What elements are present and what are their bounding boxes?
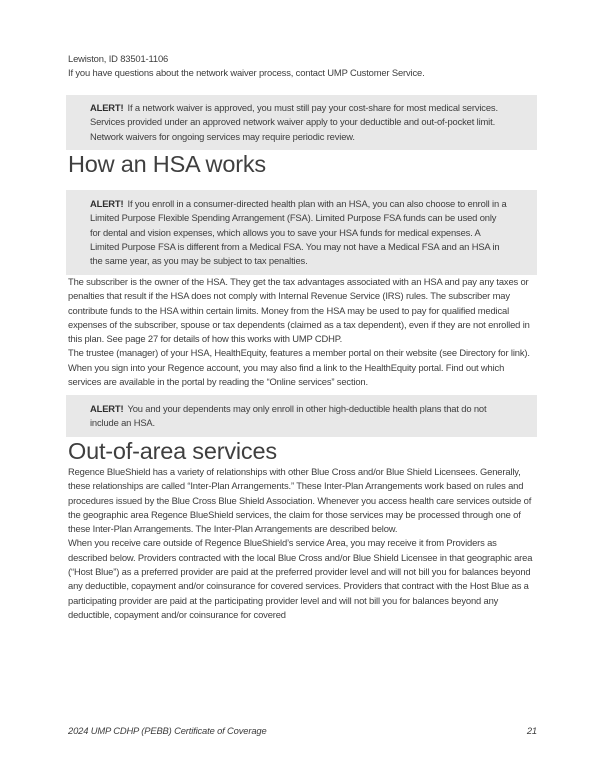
section-heading-out-of-area-services: Out-of-area services [68, 437, 277, 464]
paragraph-hsa-owner: The subscriber is the owner of the HSA. They get the tax advantages associated with an HSA and pay any taxes or penalties that result if the HSA does not comply with Internal Revenue Service (IRS) rules. The subscriber may contribute funds to the HSA within certain limits. Money from the HSA may be used to pay for qualified medical expenses of the subscriber, spouse or tax dependents (claimed as a tax dependent), even if they are not enrolled in this plan. See page 27 for details of how this works with UMP CDHP. [68, 275, 530, 345]
alert-paragraph [90, 101, 507, 144]
page-footer [68, 724, 537, 738]
alert-box-hdhp [66, 395, 537, 437]
alert-label: ALERT! [90, 402, 124, 414]
paragraph-hsa-trustee: The trustee (manager) of your HSA, HealthEquity, features a member portal on their website (see Directory for link). When you sign into your Regence account, you may also find a link to the HealthEquity portal. Find out which services are available in the portal by reading the “Online services” section. [68, 347, 530, 388]
paragraph-host-blue-providers: When you receive care outside of Regence BlueShield’s service Area, you may receive it from Providers as described below. Providers contracted with the local Blue Cross and/or Blue Shield Licensee in that geographic area (“Host Blue”) as a preferred provider are paid at the preferred provider level and will not bill you for balances beyond any deductible, copayment and/or coinsurance for covered services. Providers that contract with the Host Blue as a participating provider are paid at the participating provider level and will not bill you for balances beyond any deductible, copayment and/or coinsurance for covered [68, 537, 533, 620]
alert-text: You and your dependents may only enroll in other high-deductible health plans that do not include an HSA. [90, 402, 487, 429]
alert-box-network-waiver [66, 95, 537, 151]
paragraph-inter-plan-arrangements: Regence BlueShield has a variety of relationships with other Blue Cross and/or Blue Shield Licensees. Generally, these relationships are called “Inter-Plan Arrangements.” These Inter-Plan Arrangements work based on rules and procedures issued by the Blue Cross Blue Shield Association. Whenever you access health care services outside of the geographic area Regence BlueShield services, the claim for those services may be processed through one of these Inter-Plan Arrangements. The Inter-Plan Arrangements are described below. [68, 465, 532, 535]
alert-text: If you enroll in a consumer-directed health plan with an HSA, you can also choose to enroll in a Limited Purpose Flexible Spending Arrangement (FSA). Limited Purpose FSA funds can be used only for dental and vision expenses, which allows you to save your HSA funds for medical expenses. A Limited Purpose FSA is different from a Medical FSA. You may not have a Medical FSA and an HSA in the same year, as you may be subject to tax penalties. [90, 197, 507, 267]
section-heading-how-an-hsa-works: How an HSA works [68, 151, 266, 178]
intro-paragraph: If you have questions about the network waiver process, contact UMP Customer Service. [68, 67, 425, 79]
footer-document-title: 2024 UMP CDHP (PEBB) Certificate of Coverage [68, 725, 267, 736]
alert-box-limited-purpose-fsa [66, 190, 537, 274]
address-line: Lewiston, ID 83501-1106 [68, 53, 169, 64]
footer-page-number: 21 [526, 725, 537, 736]
alert-label: ALERT! [90, 197, 124, 209]
alert-label: ALERT! [90, 102, 124, 114]
alert-text: If a network waiver is approved, you must still pay your cost-share for most medical services. Services provided under an approved network waiver apply to your deductible and out-of-pocket limit. Network waivers for ongoing services may require periodic review. [90, 102, 498, 142]
alert-paragraph [90, 197, 507, 268]
alert-paragraph [90, 402, 507, 431]
